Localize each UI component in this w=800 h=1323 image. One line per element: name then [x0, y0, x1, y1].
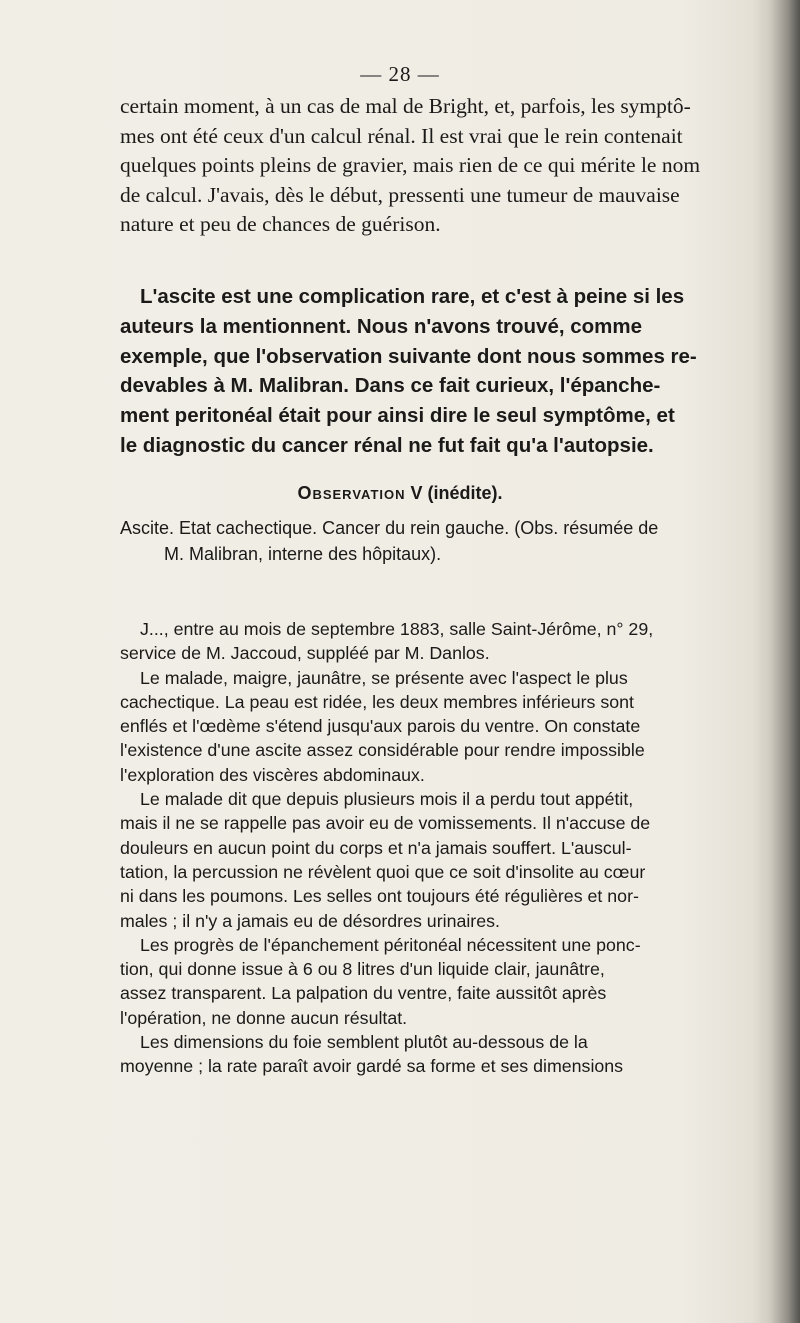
text-line: Ascite. Etat cachectique. Cancer du rein gauche. (Obs. résumée de — [120, 518, 659, 538]
text-line: enflés et l'œdème s'étend jusqu'aux parois du ventre. On constate — [120, 716, 641, 737]
text-line: l'exploration des viscères abdominaux. — [120, 764, 425, 785]
text-line: ni dans les poumons. Les selles ont toujours été régulières et nor- — [120, 886, 639, 907]
text-line: cachectique. La peau est ridée, les deux membres inférieurs sont — [120, 691, 634, 712]
text-line: M. Malibran, interne des hôpitaux). — [164, 544, 442, 564]
text-line: certain moment, à un cas de mal de Bright, et, parfois, les symptô- — [120, 94, 691, 118]
observation-heading — [0, 483, 800, 504]
text-line: nature et peu de chances de guérison. — [120, 212, 441, 237]
paragraph-1 — [120, 92, 760, 240]
text-line: L'ascite est une complication rare, et c'est à peine si les — [140, 285, 685, 308]
text-line: Les progrès de l'épanchement péritonéal nécessitent une ponc- — [140, 934, 641, 955]
text-line: douleurs en aucun point du corps et n'a jamais souffert. L'auscul- — [120, 837, 632, 858]
text-line: auteurs la mentionnent. Nous n'avons trouvé, comme — [120, 314, 643, 338]
observation-body — [120, 617, 760, 1079]
text-line: mais il ne se rappelle pas avoir eu de vomissements. Il n'accuse de — [120, 813, 651, 834]
text-line: exemple, que l'observation suivante dont nous sommes re- — [120, 344, 697, 368]
text-line: l'existence d'une ascite assez considérable pour rendre impossible — [120, 740, 645, 761]
observation-number: V (inédite). — [410, 483, 503, 503]
paragraph-2-bold — [120, 282, 760, 461]
text-line: assez transparent. La palpation du ventre, faite aussitôt après — [120, 983, 607, 1004]
observation-summary — [120, 515, 760, 567]
text-line: service de M. Jaccoud, suppléé par M. Danlos. — [120, 643, 490, 664]
page-number: — 28 — — [360, 62, 440, 86]
text-line: devables à M. Malibran. Dans ce fait curieux, l'épanche- — [120, 374, 661, 398]
text-line: moyenne ; la rate paraît avoir gardé sa forme et ses dimensions — [120, 1056, 624, 1077]
text-line: ment peritonéal était pour ainsi dire le seul symptôme, et — [120, 404, 675, 428]
text-line: l'opération, ne donne aucun résultat. — [120, 1007, 408, 1028]
text-line: Les dimensions du foie semblent plutôt au-dessous de la — [140, 1032, 588, 1053]
text-line: mes ont été ceux d'un calcul rénal. Il est vrai que le rein contenait — [120, 123, 683, 148]
observation-label: Observation — [297, 483, 406, 503]
text-line: de calcul. J'avais, dès le début, pressenti une tumeur de mauvaise — [120, 182, 680, 207]
text-line: tion, qui donne issue à 6 ou 8 litres d'un liquide clair, jaunâtre, — [120, 959, 605, 980]
text-line: Le malade dit que depuis plusieurs mois il a perdu tout appétit, — [140, 789, 634, 810]
text-line: Le malade, maigre, jaunâtre, se présente avec l'aspect le plus — [140, 667, 628, 688]
text-line: le diagnostic du cancer rénal ne fut fait qu'a l'autopsie. — [120, 433, 654, 457]
text-line: tation, la percussion ne révèlent quoi que ce soit d'insolite au cœur — [120, 861, 646, 882]
text-line: J..., entre au mois de septembre 1883, salle Saint-Jérôme, n° 29, — [140, 619, 654, 639]
text-line: males ; il n'y a jamais eu de désordres urinaires. — [120, 910, 500, 931]
text-line: quelques points pleins de gravier, mais rien de ce qui mérite le nom — [120, 153, 701, 178]
page-binding-shadow — [770, 0, 800, 1323]
